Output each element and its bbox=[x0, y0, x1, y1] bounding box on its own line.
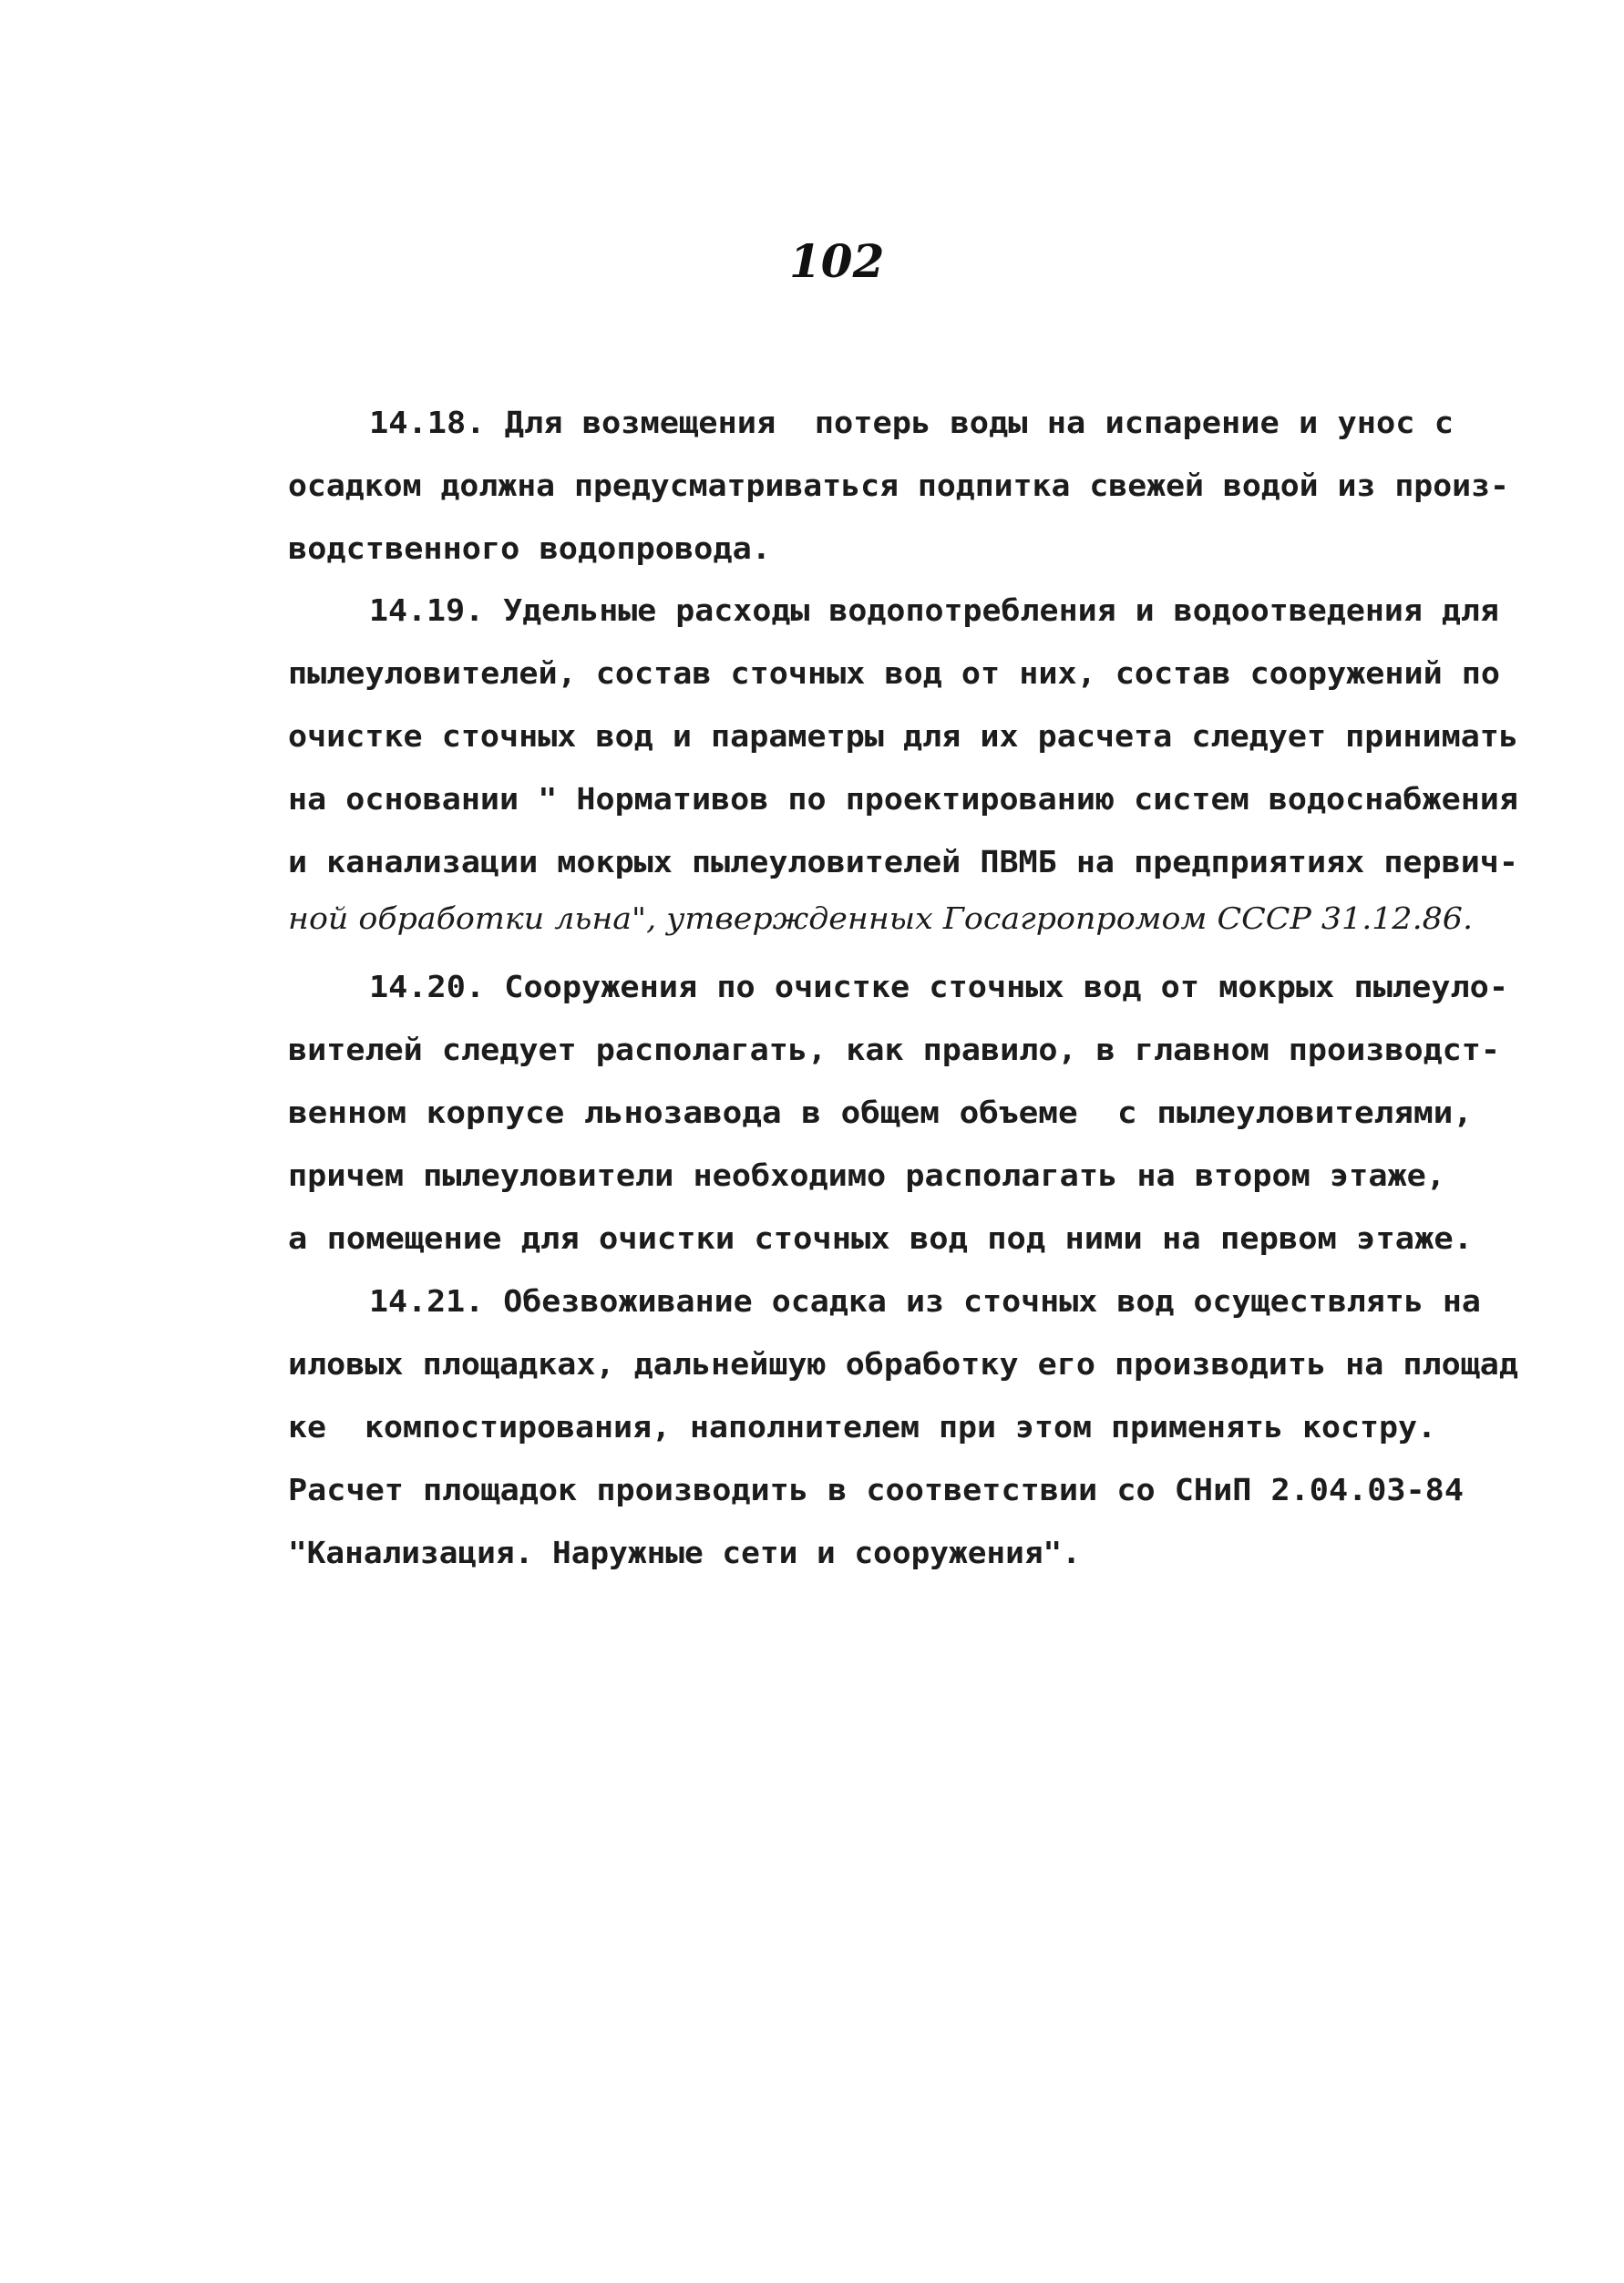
text-line: 14.18. Для возмещения потерь воды на испарение и унос с bbox=[369, 405, 1454, 440]
text-line: и канализации мокрых пылеуловителей ПВМБ на предприятиях первич- bbox=[288, 844, 1518, 879]
text-line: на основании " Нормативов по проектированию систем водоснабжения bbox=[288, 781, 1518, 817]
text-line: пылеуловителей, состав сточных вод от них, состав сооружений по bbox=[288, 655, 1501, 691]
text-line: иловых площадках, дальнейшую обработку его производить на площад bbox=[288, 1346, 1518, 1382]
text-line: 14.21. Обезвоживание осадка из сточных вод осуществлять на bbox=[369, 1283, 1481, 1319]
text-line: 14.20. Сооружения по очистке сточных вод от мокрых пылеуло- bbox=[369, 969, 1509, 1004]
text-line: Расчет площадок производить в соответствии со СНиП 2.04.03-84 bbox=[288, 1472, 1464, 1507]
text-line: ке компостирования, наполнителем при этом применять костру. bbox=[288, 1409, 1437, 1445]
text-line: очистке сточных вод и параметры для их расчета следует принимать bbox=[288, 718, 1518, 754]
text-line: осадком должна предусматриваться подпитка свежей водой из произ- bbox=[288, 468, 1509, 503]
text-line: причем пылеуловители необходимо располагать на втором этаже, bbox=[288, 1157, 1446, 1193]
text-line: а помещение для очистки сточных вод под ними на первом этаже. bbox=[288, 1220, 1474, 1256]
page-number: 102 bbox=[789, 234, 885, 288]
text-line: 14.19. Удельные расходы водопотребления и водоотведения для bbox=[369, 592, 1499, 628]
text-line: вителей следует располагать, как правило, в главном производст- bbox=[288, 1032, 1501, 1067]
text-line: венном корпусе льнозавода в общем объеме с пылеуловителями, bbox=[288, 1095, 1473, 1130]
text-line: водственного водопровода. bbox=[288, 530, 771, 566]
text-line: ной обработки льна", утвержденных Госагропромом СССР 31.12.86. bbox=[288, 900, 1474, 936]
text-line: "Канализация. Наружные сети и сооружения". bbox=[288, 1535, 1082, 1570]
